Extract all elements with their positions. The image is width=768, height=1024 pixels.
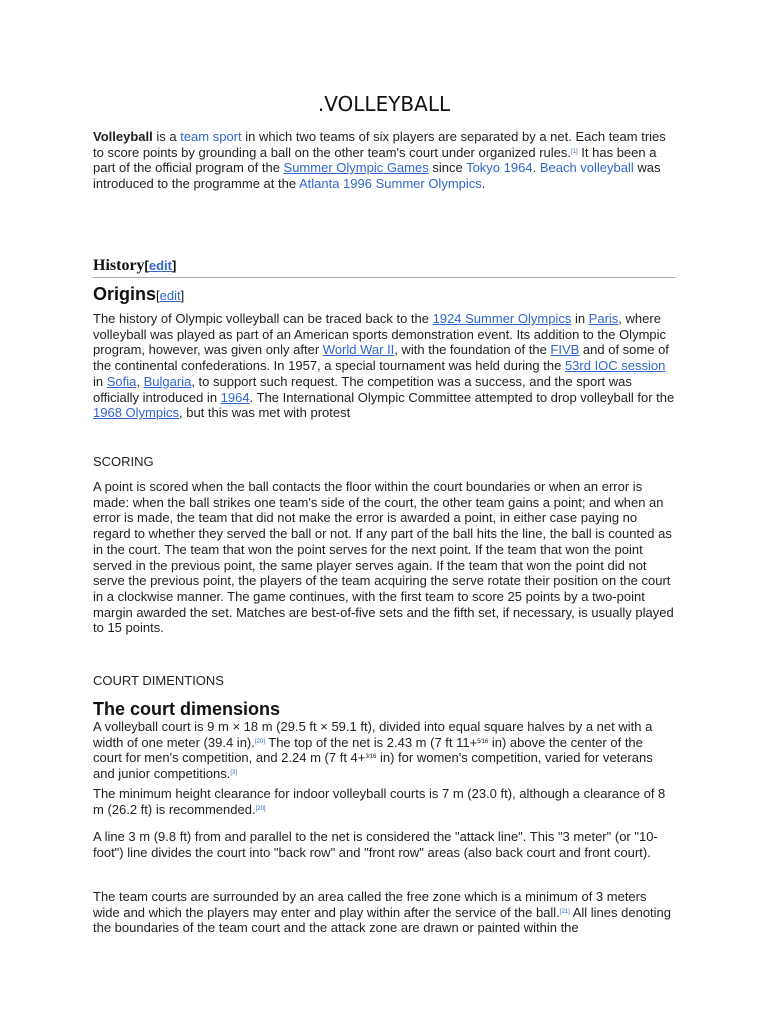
1968-olympics-link[interactable]: 1968 Olympics: [93, 405, 179, 421]
atlanta-1996-link[interactable]: Atlanta 1996 Summer Olympics: [298, 176, 482, 192]
intro-term: Volleyball: [93, 129, 153, 144]
origins-paragraph: The history of Olympic volleyball can be traced back to the 1924 Summer Olympics in Paris, where volleyball was played as part of an American sports demonstration event. Its addition to the Olympic program, however, was given only after World War II, with the foundation of the FIVB and of some of the continental confederations. In 1957, a special tournament was held during the 53rd IOC session in Sofia, Bulgaria, to support such request. The competition was a success, and the sport was officially introduced in 1964. The International Olympic Committee attempted to drop volleyball for the 1968 Olympics, but this was met with protest: [93, 311, 675, 421]
origins-edit-section: [edit]: [156, 288, 185, 303]
ref-1[interactable]: [1]: [571, 148, 578, 155]
bulgaria-link[interactable]: Bulgaria: [143, 373, 192, 389]
page-title: .VOLLEYBALL: [317, 92, 451, 116]
court-paragraph-2: The minimum height clearance for indoor volleyball courts is 7 m (23.0 ft), although a clearance of 8 m (26.2 ft) is recommended.[20]: [93, 786, 666, 817]
team-sport-link[interactable]: team sport: [180, 129, 242, 144]
ioc-session-link[interactable]: 53rd IOC session: [564, 358, 666, 374]
tokyo-1964-link[interactable]: Tokyo 1964: [466, 160, 533, 176]
court-dimentions-label: COURT DIMENTIONS: [93, 673, 224, 688]
origins-edit-link[interactable]: edit: [159, 288, 181, 303]
history-edit-link[interactable]: edit: [148, 258, 173, 273]
1964-link[interactable]: 1964: [220, 389, 250, 405]
scoring-paragraph: A point is scored when the ball contacts the floor within the court boundaries or when an error is made: when the ball strikes one team's side of the court, the other team gains a point; and when an error is made, the team that did not make the error is awarded a point, in either case paying no regard to whether they served the ball or not. If any part of the ball hits the line, the ball is counted as in the court. The team that won the point serves for the next point. If the team that won the point served in the previous point, the same player serves again. If the team that won the point did not serve the previous point, the players of the team acquiring the serve rotate their position on the court in a clockwise manner. The game continues, with the first team to score 25 points by a two-point margin awarded the set. Matches are best-of-five sets and the fifth set, if necessary, is usually played to 15 points.: [93, 479, 674, 636]
court-paragraph-1: A volleyball court is 9 m × 18 m (29.5 ft × 59.1 ft), divided into equal square halves by a net with a width of one meter (39.4 in).[20] The top of the net is 2.43 m (7 ft 11+$^{5⁄16}$ in) above the center of the court for men's competition, and 2.24 m (7 ft 4+$^{3⁄16}$ in) for women's competition, varied for veterans and junior competitions.[3]: [93, 719, 653, 782]
history-heading: History[edit]: [93, 257, 675, 278]
fraction-3-16: 3⁄16: [365, 754, 377, 761]
court-paragraph-4: The team courts are surrounded by an area called the free zone which is a minimum of 3 meters wide and which the players may enter and play within after the service of the ball.[21] All lines denoting the boundaries of the team court and the attack zone are drawn or painted within the: [93, 889, 672, 936]
ref-21[interactable]: [21]: [559, 908, 570, 915]
paris-link[interactable]: Paris: [588, 311, 619, 326]
fivb-link[interactable]: FIVB: [550, 342, 580, 358]
court-dimensions-heading: The court dimensions: [93, 699, 281, 719]
history-edit-section: [edit]: [144, 258, 177, 273]
sofia-link[interactable]: Sofia: [106, 373, 137, 389]
summer-olympics-link[interactable]: Summer Olympic Games: [283, 160, 429, 176]
beach-volleyball-link[interactable]: Beach volleyball: [539, 160, 634, 176]
scoring-label: SCORING: [93, 454, 154, 469]
intro-paragraph: Volleyball is a team sport in which two teams of six players are separated by a net. Each team tries to score points by grounding a ball on the other team's court under organized rules.[1] It has been a part of the official program of the Summer Olympic Games since Tokyo 1964. Beach volleyball was introduced to the programme at the Atlanta 1996 Summer Olympics.: [93, 129, 666, 192]
origins-heading: Origins[edit]: [93, 284, 185, 304]
ref-3[interactable]: [3]: [230, 770, 237, 777]
ref-20b[interactable]: [20]: [255, 805, 266, 812]
court-paragraph-3: A line 3 m (9.8 ft) from and parallel to the net is considered the "attack line". This "3 meter" (or "10-foot") line divides the court into "back row" and "front row" areas (also back court and front court).: [93, 829, 658, 860]
ref-20[interactable]: [20]: [254, 738, 265, 745]
1924-olympics-link[interactable]: 1924 Summer Olympics: [432, 311, 572, 326]
fraction-5-16: 5⁄16: [477, 738, 489, 745]
world-war-2-link[interactable]: World War II: [322, 342, 395, 358]
